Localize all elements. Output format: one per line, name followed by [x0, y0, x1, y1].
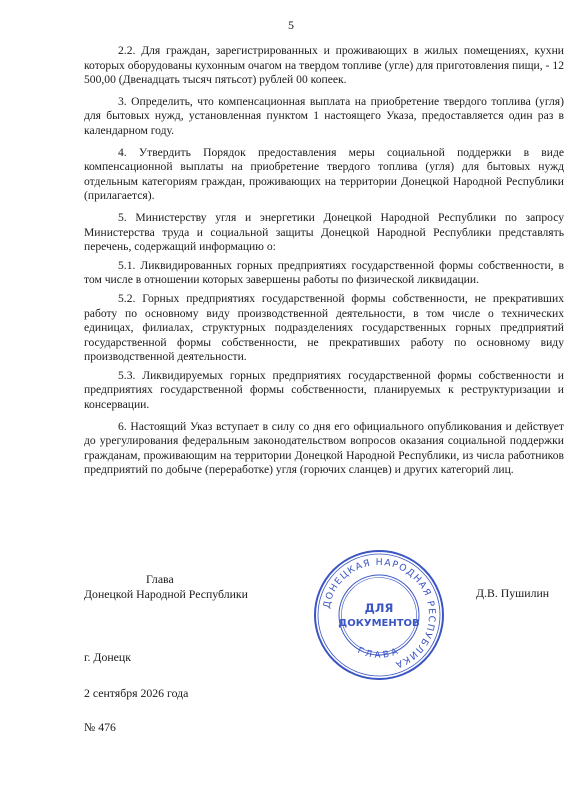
signatory-position: Глава — [146, 572, 174, 586]
document-city: г. Донецк — [84, 650, 131, 664]
seal-bottom-text: ГЛАВА — [355, 645, 403, 661]
paragraph-2-2: 2.2. Для граждан, зарегистрированных и проживающих в жилых помещениях, кухни которых оборудованы кухонным очагом на твердом топливе (угле) для приготовления пищи, - 12 500,00 (Двенадцать тысяч пятьсот) рублей 00 копеек. — [84, 44, 564, 87]
paragraph-5-2: 5.2. Горных предприятиях государственной формы собственности, не прекративших работу по основному виду производственной деятельности, в том числе о технических единицах, филиалах, структурных подразделениях государственных горных предприятий государственной формы собственности, не прекративших работу по основному виду производственной деятельности. — [84, 291, 564, 364]
seal-ring-text: ДОНЕЦКАЯ НАРОДНАЯ РЕСПУБЛИКА — [321, 556, 438, 671]
paragraph-3: 3. Определить, что компенсационная выплата на приобретение твердого топлива (угля) для бытовых нужд, установленная пунктом 1 настоящего Указа, предоставляется один раз в календарном году. — [84, 94, 564, 137]
signatory-title — [84, 572, 248, 602]
signatory-name: Д.В. Пушилин — [476, 586, 550, 600]
official-seal — [312, 548, 446, 682]
paragraph-5: 5. Министерству угля и энергетики Донецкой Народной Республики по запросу Министерства труда и социальной защиты Донецкой Народной Республики представлять перечень, содержащий информацию о: — [84, 210, 564, 254]
page-number: 5 — [288, 18, 294, 32]
paragraph-4: 4. Утвердить Порядок предоставления меры социальной поддержки в виде компенсационной выплаты на приобретение твердого топлива (угля) для бытовых нужд отдельным категориям граждан, проживающих на территории Донецкой Народной Республики (прилагается). — [84, 145, 564, 203]
paragraph-5-3: 5.3. Ликвидируемых горных предприятиях государственной формы собственности и предприятиях государственной формы собственности, планируемых к реструктуризации и консервации. — [84, 368, 564, 412]
document-number: № 476 — [84, 720, 116, 734]
signatory-organization: Донецкой Народной Республики — [84, 587, 248, 601]
seal-center-line2: ДОКУМЕНТОВ — [338, 618, 420, 629]
seal-center-line1: ДЛЯ — [364, 601, 394, 615]
paragraph-5-1: 5.1. Ликвидированных горных предприятиях государственной формы собственности, в том числе в отношении которых завершены работы по физической ликвидации. — [84, 258, 564, 287]
document-date: 2 сентября 2026 года — [84, 686, 189, 700]
paragraph-6: 6. Настоящий Указ вступает в силу со дня его официального опубликования и действует до урегулирования федеральным законодательством вопросов оказания социальной поддержки гражданам, проживающим на территории Донецкой Народной Республики, из числа работников предприятий по добыче (переработке) угля (горючих сланцев) и других категорий лиц. — [84, 419, 564, 477]
document-body — [84, 44, 564, 485]
